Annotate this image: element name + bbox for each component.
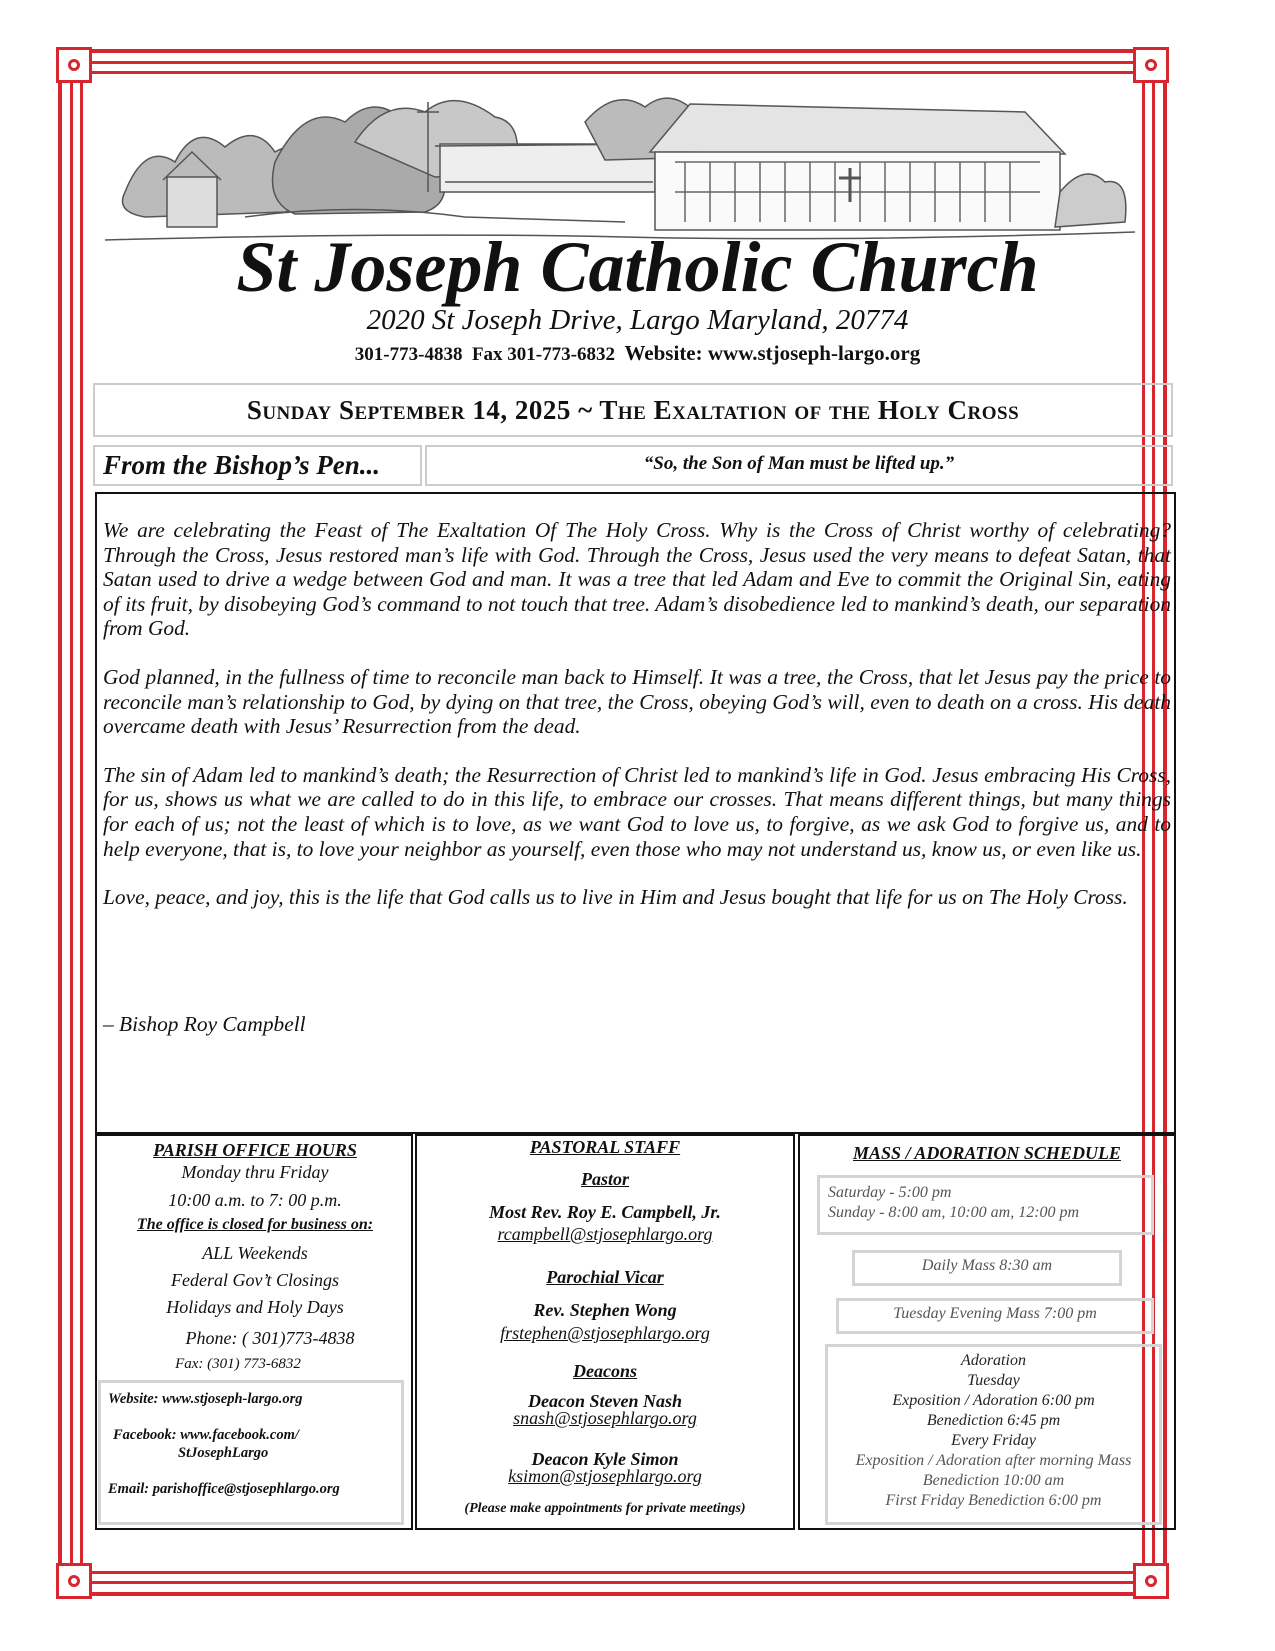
- bulletin-headline: Sunday September 14, 2025 ~ The Exaltation of the Holy Cross: [93, 383, 1173, 437]
- vicar-name: Rev. Stephen Wong: [533, 1300, 677, 1320]
- deacon-name: Deacon Kyle Simon: [531, 1449, 679, 1469]
- letter-signature: – Bishop Roy Campbell: [103, 1012, 306, 1036]
- bishop-letter: [103, 518, 1171, 934]
- letter-paragraph: God planned, in the fullness of time to reconcile man back to Himself. It was a tree, the Cross, that let Jesus pay the price to reconcile man’s relationship to God, by dying on that tree, the Cross, obeying God’s will, even to death on a cross. His death overcame death with Jesus’ Resurrection from the dead.: [103, 664, 1171, 739]
- pastoral-staff-title: PASTORAL STAFF: [529, 1137, 681, 1157]
- pastor-label: Pastor: [580, 1169, 629, 1189]
- church-name: St Joseph Catholic Church: [236, 227, 1039, 307]
- frame-corner-ornament: [56, 1563, 92, 1599]
- office-closed-item: ALL Weekends: [202, 1243, 308, 1263]
- office-hours-title: PARISH OFFICE HOURS: [153, 1140, 357, 1160]
- adoration-title: Adoration: [961, 1352, 1026, 1369]
- section-label: From the Bishop’s Pen...: [93, 445, 422, 486]
- office-days: Monday thru Friday: [181, 1162, 329, 1182]
- deacon-email[interactable]: snash@stjosephlargo.org: [513, 1408, 697, 1428]
- website-link[interactable]: Website: www.stjoseph-largo.org: [624, 341, 921, 365]
- office-fax: Fax: (301) 773-6832: [175, 1356, 301, 1372]
- mass-schedule-title: MASS / ADORATION SCHEDULE: [853, 1143, 1121, 1163]
- sunday-mass: Sunday - 8:00 am, 10:00 am, 12:00 pm: [828, 1204, 1080, 1221]
- adoration-line: Exposition / Adoration after morning Mass: [855, 1452, 1132, 1469]
- office-phone: Phone: ( 301)773-4838: [185, 1328, 355, 1348]
- office-closed-item: Holidays and Holy Days: [166, 1297, 344, 1317]
- office-website[interactable]: Website: www.stjoseph-largo.org: [108, 1391, 303, 1407]
- letter-paragraph: Love, peace, and joy, this is the life that God calls us to live in Him and Jesus bought that life for us on The Holy Cross.: [103, 885, 1128, 910]
- letter-paragraph: We are celebrating the Feast of The Exaltation Of The Holy Cross. Why is the Cross of Christ worthy of celebrating? Through the Cross, Jesus restored man’s life with God. Through the Cross, Jesus used the very means to defeat Satan, that Satan used to drive a wedge between God and man. It was a tree that led Adam and Eve to commit the Original Sin, eating of its fruit, by disobeying God’s command to not touch that tree. Adam’s disobedience led to mankind’s death, our separation from God.: [103, 518, 1171, 641]
- office-hours: 10:00 a.m. to 7: 00 p.m.: [168, 1190, 342, 1210]
- letter-paragraph: The sin of Adam led to mankind’s death; the Resurrection of Christ led to mankind’s life in God. Jesus embracing His Cross, for us, shows us what we are called to do in this life, to embrace our crosses. That means different things, but many things for each of us; not the least of which is to love, as we want God to love us, to forgive, as we ask God to forgive us, and to help everyone, that is, to love your neighbor as yourself, even those who may not understand us, know us, or even like us.: [103, 762, 1171, 861]
- daily-mass: Daily Mass 8:30 am: [921, 1257, 1053, 1274]
- deacon-name: Deacon Steven Nash: [528, 1391, 682, 1411]
- pastor-email[interactable]: rcampbell@stjosephlargo.org: [497, 1224, 713, 1244]
- contact-line: [100, 341, 1175, 366]
- scripture-quote: “So, the Son of Man must be lifted up.”: [425, 445, 1173, 486]
- office-closed-title: The office is closed for business on:: [136, 1216, 374, 1233]
- saturday-mass: Saturday - 5:00 pm: [828, 1184, 952, 1201]
- fax-number: Fax 301-773-6832: [471, 344, 615, 365]
- office-facebook[interactable]: Facebook: www.facebook.com/: [113, 1427, 299, 1443]
- vicar-email[interactable]: frstephen@stjosephlargo.org: [500, 1323, 710, 1343]
- deacon-email[interactable]: ksimon@stjosephlargo.org: [508, 1466, 702, 1486]
- church-address: 2020 St Joseph Drive, Largo Maryland, 20774: [366, 304, 909, 336]
- tuesday-evening-mass: Tuesday Evening Mass 7:00 pm: [893, 1305, 1097, 1322]
- vicar-label: Parochial Vicar: [546, 1267, 664, 1287]
- church-building-illustration: [105, 82, 1135, 247]
- frame-corner-ornament: [56, 47, 92, 83]
- adoration-line: Benediction 10:00 am: [922, 1472, 1065, 1489]
- deacons-label: Deacons: [573, 1361, 637, 1381]
- office-email[interactable]: Email: parishoffice@stjosephlargo.org: [108, 1481, 340, 1497]
- appointments-note: (Please make appointments for private meetings): [464, 1501, 746, 1516]
- adoration-line: Tuesday: [967, 1372, 1020, 1389]
- adoration-line: First Friday Benediction 6:00 pm: [885, 1492, 1102, 1509]
- frame-corner-ornament: [1133, 1563, 1169, 1599]
- frame-corner-ornament: [1133, 47, 1169, 83]
- adoration-line: Every Friday: [951, 1432, 1036, 1449]
- office-facebook-handle[interactable]: StJosephLargo: [178, 1445, 269, 1461]
- pastor-name: Most Rev. Roy E. Campbell, Jr.: [489, 1202, 721, 1222]
- adoration-line: Benediction 6:45 pm: [926, 1412, 1061, 1429]
- adoration-line: Exposition / Adoration 6:00 pm: [892, 1392, 1095, 1409]
- phone-number: 301-773-4838: [354, 344, 463, 365]
- office-closed-item: Federal Gov’t Closings: [171, 1270, 339, 1290]
